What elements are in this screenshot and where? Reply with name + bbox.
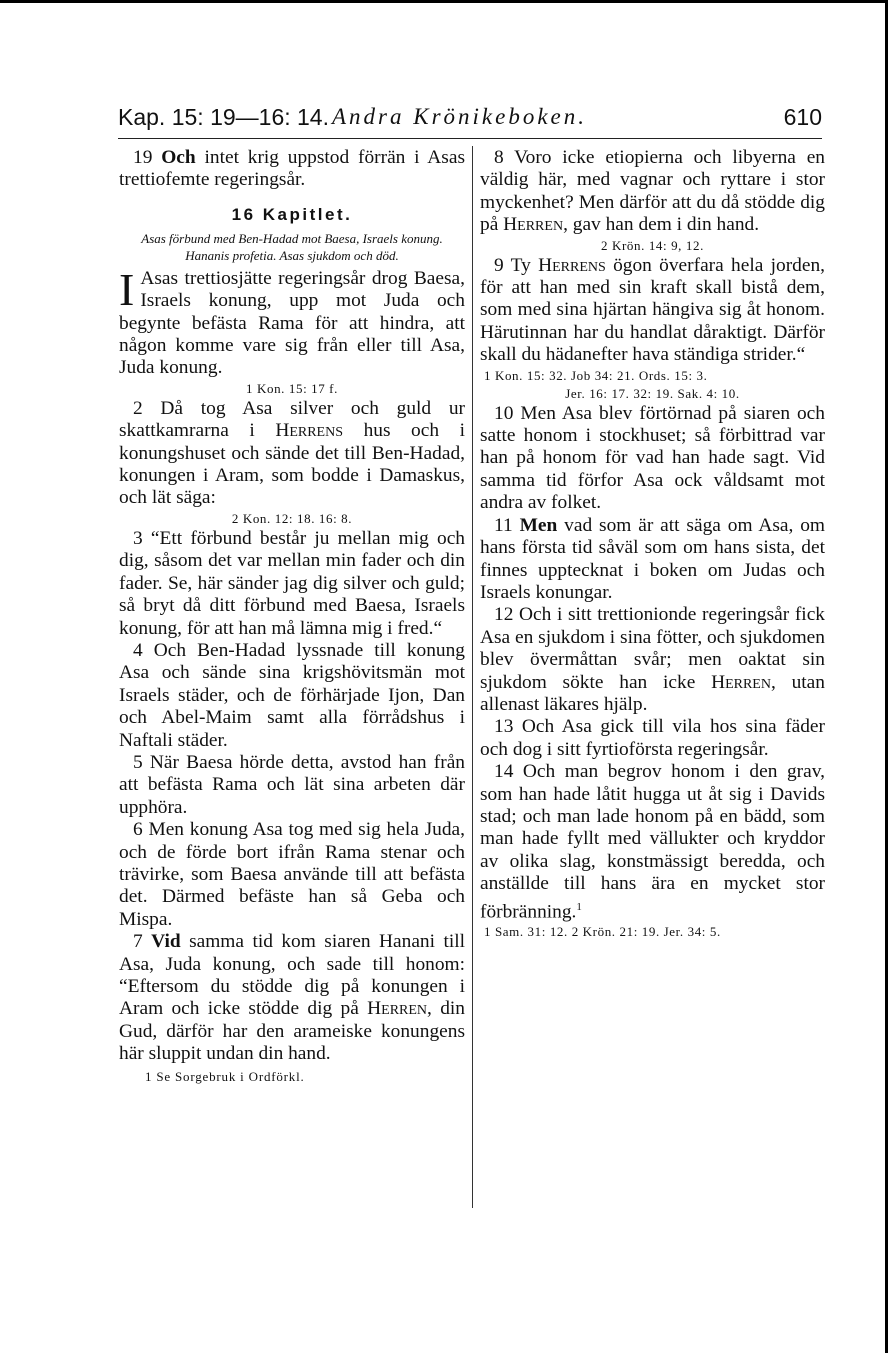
verse-16-7: 7 Vid samma tid kom siaren Hanani till Asa, Juda konung, och sade till honom: “Eftersom du stödde dig på konungen i Aram och icke stödde dig på Herren, din Gud, därför har den arameiske konungens här sluppit undan din hand. [119, 931, 466, 1065]
book-title: Andra Krönikeboken. [332, 104, 588, 129]
drop-cap: I [119, 263, 135, 315]
scan-top-edge [0, 0, 888, 3]
verse-16-12: 12 Och i sitt trettionionde regeringsår fick Asa en sjukdom i sina fötter, och sjukdomen blev övermåttan svår; men oaktat sin sjukdom sökte han icke Herren, utan allenast läkares hjälp. [480, 604, 825, 715]
cross-reference: 2 Kon. 12: 18. 16: 8. [231, 510, 353, 526]
right-column [480, 147, 825, 941]
verse-15-19: 19 Och intet krig uppstod förrän i Asas trettiofemte regeringsår. [119, 147, 465, 191]
cross-reference: Jer. 16: 17. 32: 19. Sak. 4: 10. [565, 385, 740, 401]
verse-16-11: 11 Men vad som är att säga om Asa, om hans första tid såväl som om hans sista, det finnes upptecknat i boken om Judas och Israels konungar. [480, 514, 825, 603]
verse-16-1: I Asas trettiosjätte regeringsår drog Baesa, Israels konung, upp mot Juda och begynte befästa Rama för att hindra, att någon komme vare sig från eller till Asa, Juda konung. [119, 263, 465, 379]
header-rule [118, 138, 822, 139]
chapter-reference: Kap. 15: 19—16: 14. [118, 104, 329, 130]
verse-16-6: 6 Men konung Asa tog med sig hela Juda, och de förde bort ifrån Rama stenar och trävirke, som Baesa använde till att befästa det. Därmed befäste han så Geba och Mispa. [119, 819, 465, 930]
verse-16-8: 8 Voro icke etiopierna och libyerna en väldig här, med vagnar och ryttare i stor myckenhet? Men därför att du då stödde dig på Herren, gav han dem i din hand. [480, 147, 825, 236]
chapter-summary: Asas förbund med Ben-Hadad mot Baesa, Israels konung. Hananis profetia. Asas sjukdom och död. [141, 230, 443, 263]
page-number: 610 [783, 104, 822, 130]
cross-reference: 1 Kon. 15: 17 f. [246, 380, 338, 396]
verse-16-2: 2 Då tog Asa silver och guld ur skattkamrarna i Herrens hus och i konungshuset och sände det till Ben-Hadad, konungen i Aram, som bodde i Damaskus, och lät säga: [119, 397, 465, 509]
chapter-heading: 16 Kapitlet. [231, 204, 353, 224]
verse-16-10: 10 Men Asa blev förtörnad på siaren och satte honom i stockhuset; så förbittrad var han på honom för vad han hade sagt. Vid samma tid förfor Asa ock våldsamt mot andra av folket. [480, 402, 825, 514]
cross-reference: 1 Sam. 31: 12. 2 Krön. 21: 19. Jer. 34: 5. [484, 924, 721, 940]
verse-16-4: 4 Och Ben-Hadad lyssnade till konung Asa och sände sina krigshövitsmän mot Israels städer, och de förhärjade Ijon, Dan och Abel-Maim samt alla förrådshus i Naftali städer. [119, 639, 465, 751]
footnote-marker: 1 [576, 900, 582, 913]
verse-16-3: 3 “Ett förbund består ju mellan mig och dig, såsom det var mellan min fader och din fader. Se, här sänder jag dig silver och guld; så bryt då ditt förbund med Baesa, Israels konung, för att han må lämna mig i fred.“ [119, 527, 465, 639]
verse-16-5: 5 När Baesa hörde detta, avstod han från att befästa Rama och lät sina arbeten där upphöra. [119, 751, 465, 818]
cross-reference: 1 Kon. 15: 32. Job 34: 21. Ords. 15: 3. [484, 367, 708, 383]
page-header [118, 104, 822, 136]
verse-16-14: 14 Och man begrov honom i den grav, som han hade låtit hugga ut åt sig i Davids stad; och man lade honom på en bädd, som man hade fyllt med vällukter och kryddor av olika slag, konstmässigt beredda, och anställde till hans ära en mycket stor förbränning.$^1$ [480, 761, 825, 923]
column-divider [472, 146, 473, 1208]
cross-reference: 2 Krön. 14: 9, 12. [601, 237, 704, 253]
footnote: 1 Se Sorgebruk i Ordförkl. [145, 1068, 305, 1084]
verse-16-9: 9 Ty Herrens ögon överfara hela jorden, för att han med sin kraft skall bistå dem, som med sina hjärtan hängiva sig åt honom. Härutinnan har du handlat dåraktigt. Därför skall du hädanefter hava ständiga strider.“ [480, 254, 825, 366]
left-column [119, 147, 465, 1086]
verse-16-13: 13 Och Asa gick till vila hos sina fäder och dog i sitt fyrtioförsta regeringsår. [480, 716, 825, 760]
